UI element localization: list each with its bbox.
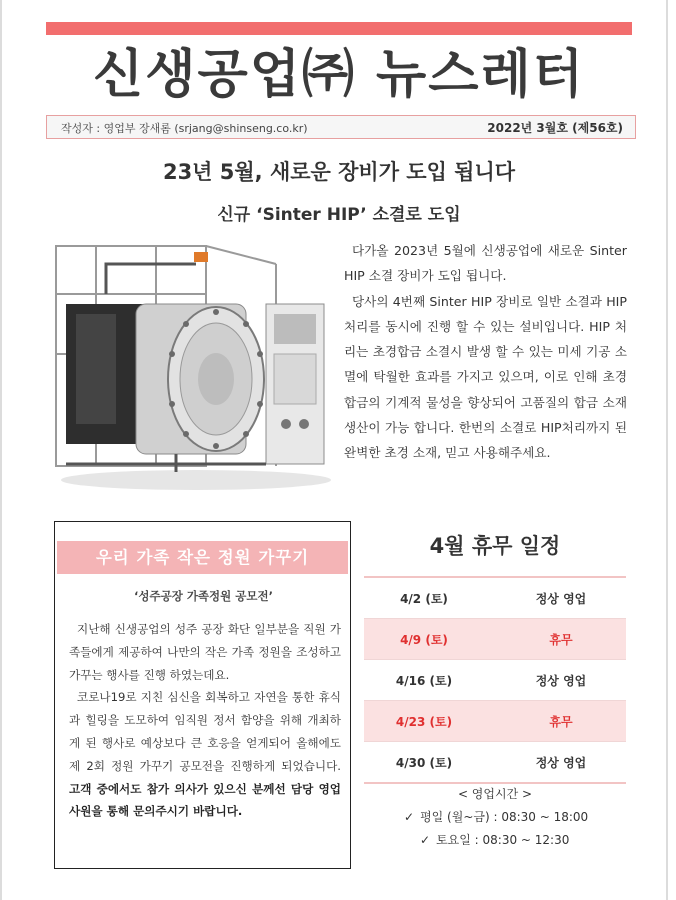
schedule-row bbox=[364, 578, 626, 619]
article-paragraph: 다가올 2023년 5월에 신생공업에 새로운 Sinter HIP 소결 장비가 도입 됩니다. bbox=[344, 243, 627, 284]
garden-paragraph bbox=[69, 686, 341, 823]
schedule-status: 정상 영업 bbox=[535, 674, 587, 688]
article-headline: 23년 5월, 새로운 장비가 도입 됩니다 bbox=[162, 160, 516, 184]
schedule-date: 4/16 (토) bbox=[395, 674, 453, 688]
schedule-row bbox=[364, 660, 626, 701]
garden-section bbox=[54, 521, 351, 869]
article-subheadline: 신규 ‘Sinter HIP’ 소결로 도입 bbox=[217, 205, 461, 225]
schedule-date: 4/2 (토) bbox=[400, 592, 448, 606]
garden-section-title: 우리 가족 작은 정원 가꾸기 bbox=[57, 541, 348, 574]
check-icon: ✓ bbox=[404, 810, 415, 824]
weekday-hours bbox=[404, 808, 588, 825]
page-edge-right bbox=[666, 0, 668, 900]
schedule-status: 휴무 bbox=[549, 633, 573, 647]
weekday-hours-text: 평일 (월~금) : 08:30 ~ 18:00 bbox=[420, 810, 589, 824]
article-paragraph: 당사의 4번째 Sinter HIP 장비로 일반 소결과 HIP 처리를 동시에 진행 할 수 있는 설비입니다. HIP 처리는 초경합금 소결시 발생 할 수 있는 미세 기공 소멸에 탁월한 효과를 가지고 있으며, 이로 인해 초경 합금의 기계적 물성을 향상되어 고품질의 합금 소재 생산이 가능 합니다. 한번의 소결로 HIP처리까지 된 완벽한 초경 소재, 믿고 사용해주세요. bbox=[344, 293, 627, 461]
saturday-hours-text: 토요일 : 08:30 ~ 12:30 bbox=[436, 833, 570, 847]
garden-paragraph: 지난해 신생공업의 성주 공장 화단 일부분을 직원 가족들에게 제공하여 나만의 작은 가족 정원을 조성하고 가꾸는 행사를 진행 하였는데요. bbox=[69, 622, 341, 682]
garden-section-subtitle: ‘성주공장 가족정원 공모전’ bbox=[134, 589, 273, 603]
holiday-schedule-table bbox=[364, 576, 626, 784]
schedule-date: 4/9 (토) bbox=[400, 633, 448, 647]
saturday-hours bbox=[420, 831, 569, 848]
schedule-date: 4/30 (토) bbox=[395, 756, 453, 770]
schedule-row-holiday bbox=[364, 701, 626, 742]
schedule-status: 정상 영업 bbox=[535, 592, 587, 606]
check-icon: ✓ bbox=[420, 833, 431, 847]
page-edge-left bbox=[0, 0, 2, 900]
schedule-row bbox=[364, 742, 626, 784]
business-hours-title: < 영업시간 > bbox=[457, 787, 533, 801]
schedule-row-holiday bbox=[364, 619, 626, 660]
masthead-accent-bar bbox=[46, 22, 632, 35]
schedule-title: 4월 휴무 일정 bbox=[429, 534, 561, 558]
issue-number: 2022년 3월호 (제56호) bbox=[487, 121, 623, 135]
garden-section-body bbox=[69, 618, 341, 823]
issue-info-bar bbox=[46, 115, 636, 139]
schedule-status: 정상 영업 bbox=[535, 756, 587, 770]
newsletter-title: 신생공업㈜ 뉴스레터 bbox=[93, 45, 585, 105]
schedule-status: 휴무 bbox=[549, 715, 573, 729]
author-line: 작성자 : 영업부 장새롬 (srjang@shinseng.co.kr) bbox=[61, 122, 308, 135]
schedule-date: 4/23 (토) bbox=[395, 715, 453, 729]
article-body bbox=[344, 238, 627, 466]
sinter-hip-machine-photo bbox=[46, 234, 332, 496]
garden-call-to-action: 고객 중에서도 참가 의사가 있으신 분께선 담당 영업사원을 통해 문의주시기 바랍니다. bbox=[69, 781, 341, 819]
garden-paragraph-text: 코로나19로 지친 심신을 회복하고 자연을 통한 휴식과 힐링을 도모하여 임직원 정서 함양을 위해 개최하게 된 행사로 예상보다 큰 호응을 얻게되어 올해에도 제 2회 정원 가꾸기 공모전을 진행하게 되었습니다. bbox=[69, 690, 341, 773]
